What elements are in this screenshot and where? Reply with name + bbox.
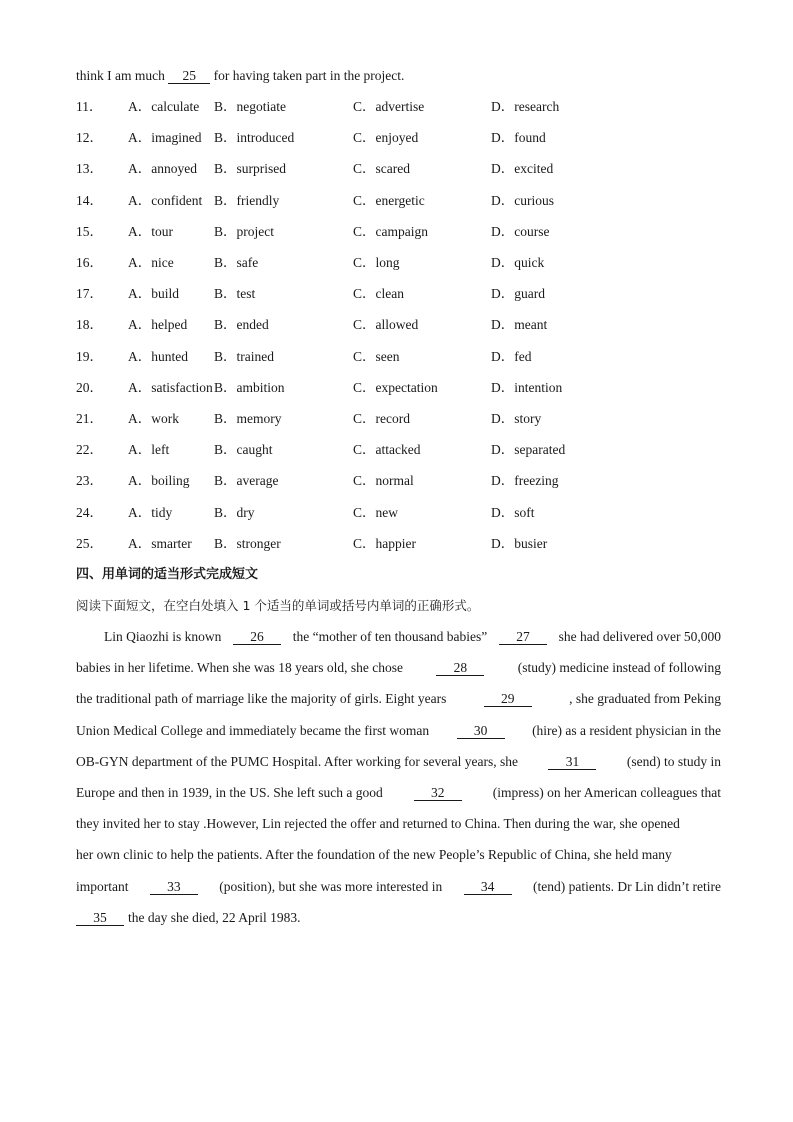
option-row [76, 255, 721, 271]
blank-30: 30 [457, 723, 505, 739]
passage-text: (tend) patients. Dr Lin didn’t retire [533, 878, 721, 894]
passage-text: the “mother of ten thousand babies” [292, 629, 488, 644]
question-number: 17． [76, 286, 103, 302]
question-number: 24． [76, 504, 103, 520]
intro-text-after: for having taken part in the project. [213, 68, 405, 83]
question-number: 25． [76, 535, 103, 551]
option-row [76, 473, 721, 489]
option-row [76, 317, 721, 333]
blank-34: 34 [464, 879, 512, 895]
option-d: D．quick [491, 255, 545, 270]
option-d: D．busier [491, 535, 548, 551]
passage-line [76, 723, 721, 739]
option-d: D．freezing [491, 473, 559, 489]
option-a: A．boiling [128, 473, 190, 489]
blank-28: 28 [436, 660, 484, 676]
option-d: D．course [491, 223, 550, 239]
option-d: D．meant [491, 317, 548, 333]
passage-line [76, 629, 721, 645]
blank-33: 33 [150, 879, 198, 895]
question-number: 14． [76, 192, 103, 208]
passage-text: Europe and then in 1939, in the US. She left such a good [76, 785, 383, 800]
blank-25: 25 [168, 68, 210, 84]
option-b: B．surprised [214, 161, 286, 177]
option-d: D．excited [491, 161, 554, 177]
passage-line [76, 785, 721, 801]
option-c: C．normal [353, 473, 414, 489]
question-number: 20． [76, 379, 103, 395]
passage-text: (study) medicine instead of following [517, 660, 721, 676]
option-d: D．separated [491, 442, 566, 458]
question-number: 22． [76, 442, 103, 458]
option-a: A．build [128, 286, 180, 302]
option-c: C．enjoyed [353, 130, 419, 146]
option-d: D．found [491, 130, 546, 146]
option-row [76, 536, 721, 552]
option-c: C．energetic [353, 192, 425, 208]
option-a: A．left [128, 442, 170, 458]
question-number: 18． [76, 317, 103, 333]
option-row [76, 411, 721, 427]
option-a: A．imagined [128, 130, 202, 146]
passage-text: (impress) on her American colleagues that [492, 785, 721, 800]
option-b: B．test [214, 286, 256, 302]
blank-26: 26 [233, 629, 281, 645]
section-heading: 四、用单词的适当形式完成短文 [76, 567, 259, 582]
option-a: A．work [128, 411, 179, 426]
option-c: C．campaign [353, 223, 428, 239]
passage-text: (position), but she was more interested in [219, 878, 443, 894]
option-b: B．project [214, 223, 274, 239]
passage-text: she had delivered over 50,000 [558, 629, 721, 644]
passage-text: , she graduated from Peking [569, 691, 721, 707]
option-d: D．story [491, 411, 542, 426]
option-d: D．intention [491, 379, 563, 395]
option-b: B．ambition [214, 379, 285, 395]
option-a: A．hunted [128, 348, 188, 364]
option-c: C．expectation [353, 379, 438, 395]
blank-35: 35 [76, 910, 124, 926]
option-a: A．tidy [128, 504, 173, 520]
option-b: B．caught [214, 442, 273, 458]
option-a: A．annoyed [128, 161, 197, 177]
option-row [76, 349, 721, 365]
option-c: C．allowed [353, 317, 419, 333]
question-number: 16． [76, 255, 103, 270]
option-row [76, 99, 721, 115]
question-number: 19． [76, 348, 103, 364]
option-c: C．long [353, 255, 400, 270]
passage-line [76, 879, 721, 895]
option-row [76, 380, 721, 396]
passage-line [76, 816, 721, 832]
option-b: B．memory [214, 411, 282, 426]
option-row [76, 161, 721, 177]
passage-text: her own clinic to help the patients. After the foundation of the new People’s Republic of China, she held many [76, 847, 672, 863]
passage-text: (send) to study in [626, 753, 721, 769]
option-b: B．ended [214, 317, 269, 333]
option-row [76, 286, 721, 302]
option-a: A．smarter [128, 535, 192, 551]
option-a: A．calculate [128, 99, 200, 114]
passage-text: the day she died, 22 April 1983. [128, 909, 301, 925]
question-number: 21． [76, 411, 103, 426]
option-c: C．attacked [353, 442, 421, 458]
option-b: B．dry [214, 504, 255, 520]
passage-text: OB-GYN department of the PUMC Hospital. After working for several years, she [76, 753, 519, 769]
option-c: C．scared [353, 161, 410, 177]
intro-line [76, 68, 404, 84]
option-c: C．advertise [353, 99, 425, 114]
passage-text: important [76, 878, 129, 894]
option-b: B．average [214, 473, 279, 489]
question-number: 12． [76, 130, 103, 146]
option-a: A．helped [128, 317, 188, 333]
passage-line [76, 910, 721, 926]
passage-line [76, 660, 721, 676]
option-b: B．friendly [214, 192, 280, 208]
passage-text: Union Medical College and immediately became the first woman [76, 722, 430, 738]
option-row [76, 505, 721, 521]
option-row [76, 224, 721, 240]
question-number: 13． [76, 161, 103, 177]
option-b: B．introduced [214, 130, 295, 146]
option-d: D．curious [491, 192, 554, 208]
passage-line [76, 691, 721, 707]
option-a: A．confident [128, 192, 203, 208]
option-row [76, 442, 721, 458]
option-d: D．research [491, 99, 560, 114]
passage-text: babies in her lifetime. When she was 18 years old, she chose [76, 660, 404, 676]
option-c: C．new [353, 504, 398, 520]
option-row [76, 130, 721, 146]
section-instruction: 阅读下面短文，在空白处填入 1 个适当的单词或括号内单词的正确形式。 [76, 598, 480, 613]
option-d: D．soft [491, 504, 535, 520]
option-c: C．clean [353, 286, 404, 302]
option-a: A．tour [128, 223, 173, 239]
option-row [76, 193, 721, 209]
option-b: B．negotiate [214, 99, 286, 114]
blank-27: 27 [499, 629, 547, 645]
option-d: D．fed [491, 348, 532, 364]
option-c: C．happier [353, 535, 416, 551]
option-c: C．record [353, 411, 410, 426]
passage-text: the traditional path of marriage like the majority of girls. Eight years [76, 691, 447, 707]
option-a: A．satisfaction [128, 379, 213, 395]
blank-29: 29 [484, 691, 532, 707]
passage-text: Lin Qiaozhi is known [104, 629, 222, 644]
option-c: C．seen [353, 348, 400, 364]
blank-32: 32 [414, 785, 462, 801]
option-d: D．guard [491, 286, 545, 302]
passage-line [76, 847, 721, 863]
option-b: B．safe [214, 255, 259, 270]
option-a: A．nice [128, 255, 174, 270]
question-number: 11． [76, 99, 103, 114]
option-b: B．stronger [214, 535, 281, 551]
passage-line [76, 754, 721, 770]
question-number: 15． [76, 223, 103, 239]
intro-text-before: think I am much [76, 68, 165, 83]
question-number: 23． [76, 473, 103, 489]
passage-text: they invited her to stay .However, Lin rejected the offer and returned to China. Then during the war, she opened [76, 816, 680, 832]
option-b: B．trained [214, 348, 274, 364]
blank-31: 31 [548, 754, 596, 770]
passage-text: (hire) as a resident physician in the [532, 722, 721, 738]
